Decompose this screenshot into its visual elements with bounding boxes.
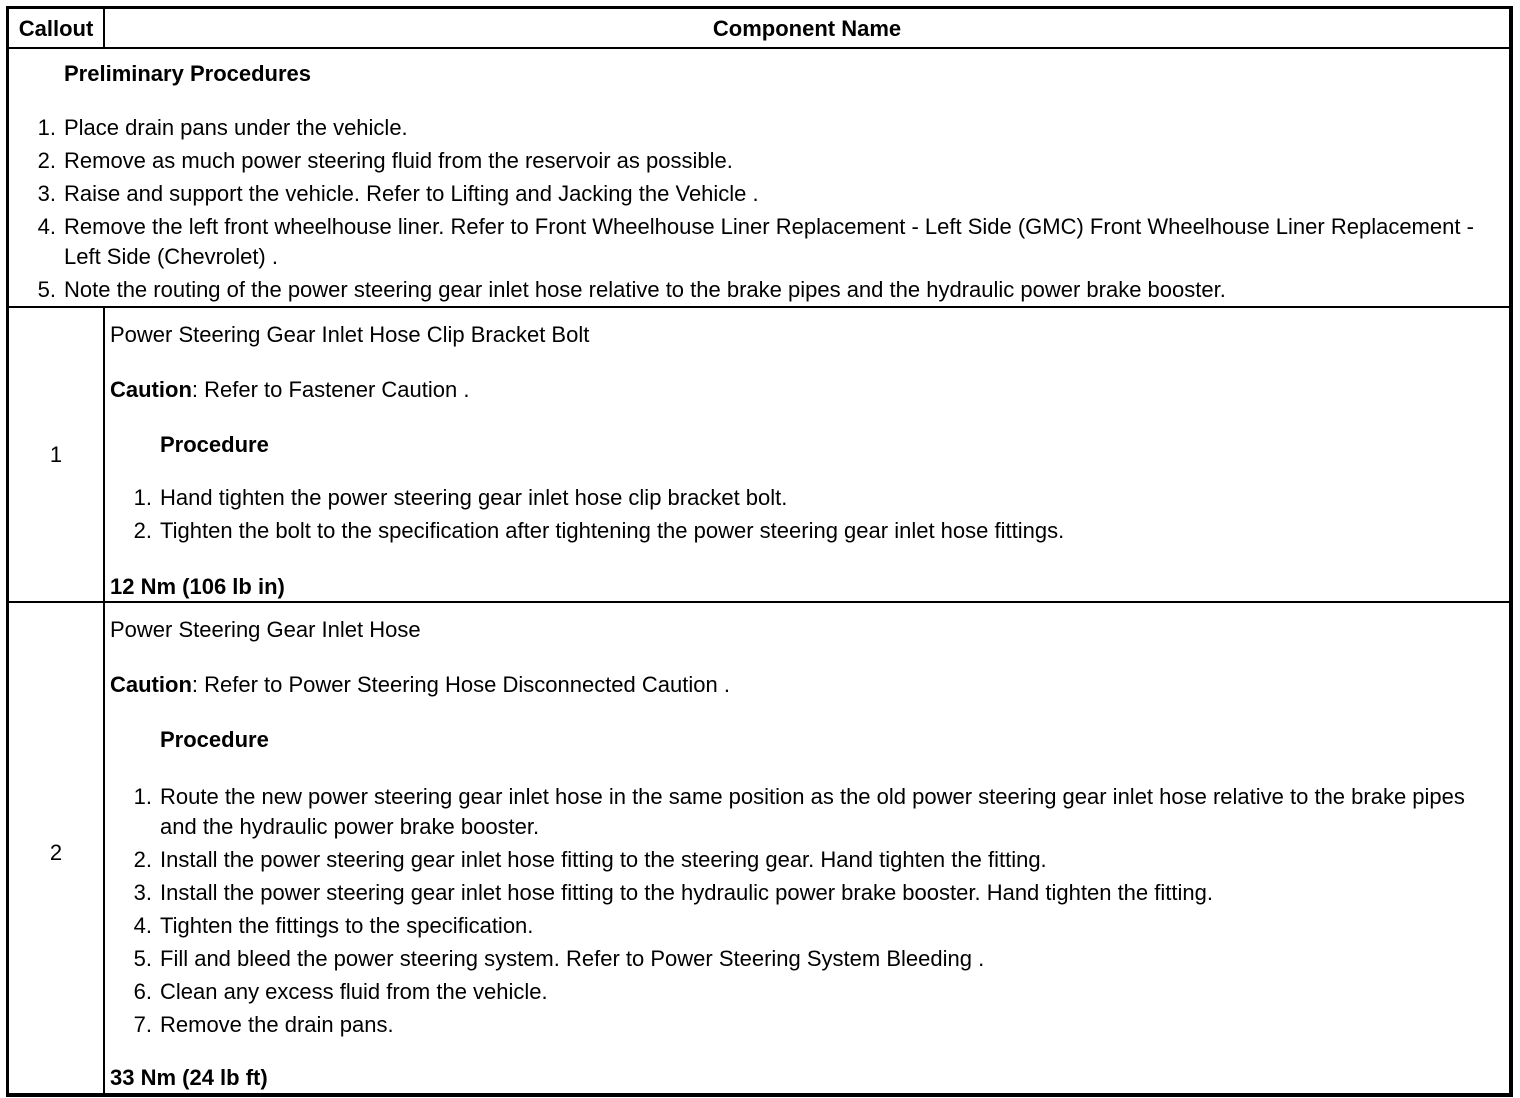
preliminary-title: Preliminary Procedures — [64, 61, 312, 86]
component-cell — [110, 308, 1503, 601]
procedure-steps-list — [133, 483, 1490, 549]
step-text: Place drain pans under the vehicle. — [64, 115, 408, 140]
step-number: 3. — [133, 880, 152, 905]
step-number: 2. — [133, 847, 152, 872]
step-text: Remove as much power steering fluid from the reservoir as possible. — [64, 148, 733, 173]
callout-number: 1 — [49, 442, 63, 467]
torque-spec: 12 Nm (106 lb in) — [110, 574, 285, 599]
step-number: 3. — [37, 181, 56, 206]
list-item — [133, 516, 1490, 546]
step-text: Remove the left front wheelhouse liner. Refer to Front Wheelhouse Liner Replacement - Left Side (GMC) Front Wheelhouse Liner Replacement - Left Side (Chevrolet) . — [64, 214, 1474, 269]
step-text: Hand tighten the power steering gear inlet hose clip bracket bolt. — [160, 485, 788, 510]
list-item — [37, 179, 1504, 209]
caution-label: Caution — [110, 672, 192, 697]
column-divider — [103, 603, 105, 1093]
procedure-steps-list — [133, 782, 1490, 1043]
list-item — [133, 911, 1490, 941]
list-item — [37, 212, 1504, 272]
step-number: 5. — [133, 946, 152, 971]
caution-label: Caution — [110, 377, 192, 402]
header-callout: Callout — [18, 16, 94, 41]
procedure-title: Procedure — [160, 432, 269, 457]
list-item — [133, 944, 1490, 974]
component-name: Power Steering Gear Inlet Hose Clip Bracket Bolt — [110, 322, 590, 347]
list-item — [37, 146, 1504, 176]
caution-line — [110, 377, 469, 403]
step-number: 2. — [133, 518, 152, 543]
step-text: Fill and bleed the power steering system. Refer to Power Steering System Bleeding . — [160, 946, 985, 971]
list-item — [37, 113, 1504, 143]
step-text: Note the routing of the power steering gear inlet hose relative to the brake pipes and the hydraulic power brake booster. — [64, 277, 1226, 302]
step-text: Tighten the fittings to the specification. — [160, 913, 534, 938]
step-number: 1. — [37, 115, 56, 140]
caution-text: : Refer to Power Steering Hose Disconnected Caution . — [191, 672, 730, 697]
step-number: 5. — [37, 277, 56, 302]
list-item — [133, 1010, 1490, 1040]
step-text: Install the power steering gear inlet hose fitting to the hydraulic power brake booster. Hand tighten the fitting. — [160, 880, 1213, 905]
column-divider — [103, 308, 105, 601]
component-name: Power Steering Gear Inlet Hose — [110, 617, 421, 642]
step-number: 7. — [133, 1012, 152, 1037]
caution-line — [110, 672, 730, 698]
step-number: 2. — [37, 148, 56, 173]
table-row — [9, 308, 1509, 603]
caution-text: : Refer to Fastener Caution . — [191, 377, 470, 402]
preliminary-procedures-row — [9, 49, 1509, 308]
step-number: 1. — [133, 485, 152, 510]
list-item — [133, 977, 1490, 1007]
step-text: Tighten the bolt to the specification after tightening the power steering gear inlet hose fittings. — [160, 518, 1065, 543]
procedure-title: Procedure — [160, 727, 269, 752]
step-number: 1. — [133, 784, 152, 809]
step-number: 6. — [133, 979, 152, 1004]
step-number: 4. — [37, 214, 56, 239]
step-text: Remove the drain pans. — [160, 1012, 394, 1037]
step-number: 4. — [133, 913, 152, 938]
table-row — [9, 603, 1509, 1093]
list-item — [133, 483, 1490, 513]
preliminary-steps-list — [37, 113, 1504, 308]
list-item — [133, 782, 1490, 842]
component-cell — [110, 603, 1503, 1093]
step-text: Route the new power steering gear inlet hose in the same position as the old power steering gear inlet hose relative to the brake pipes and the hydraulic power brake booster. — [160, 784, 1465, 839]
callout-number: 2 — [49, 840, 63, 865]
list-item — [37, 275, 1504, 305]
list-item — [133, 878, 1490, 908]
procedure-table — [6, 6, 1513, 1097]
list-item — [133, 845, 1490, 875]
torque-spec: 33 Nm (24 lb ft) — [110, 1065, 268, 1090]
table-header-row — [9, 9, 1509, 49]
header-component-name: Component Name — [712, 16, 902, 41]
step-text: Raise and support the vehicle. Refer to Lifting and Jacking the Vehicle . — [64, 181, 759, 206]
step-text: Clean any excess fluid from the vehicle. — [160, 979, 548, 1004]
step-text: Install the power steering gear inlet hose fitting to the steering gear. Hand tighten the fitting. — [160, 847, 1047, 872]
